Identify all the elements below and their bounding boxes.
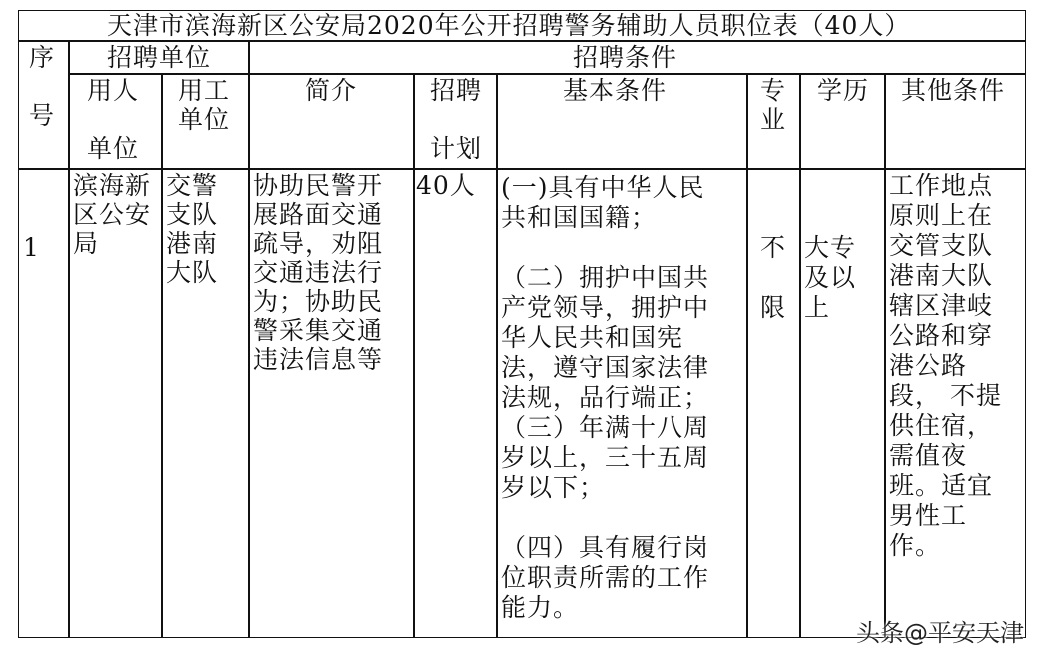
header-seq-label: 序 号 xyxy=(29,43,56,130)
header-recruit-conditions xyxy=(248,40,1026,75)
header-seq xyxy=(18,40,70,170)
row-other-cell xyxy=(884,168,1026,638)
row-other: 工作地点 原则上在 交管支队 港南大队 辖区津岐 公路和穿 港公路 段， 不提 供住宿， 需值夜 班。适宜 男性工 作。 xyxy=(889,171,1002,560)
row-basic: (一)具有中华人民 共和国国籍； （二）拥护中国共 产党领导，拥护中 华人民共和国宪 法，遵守国家法律 法规，品行端正； （三）年满十八周 岁以上，三十五周 岁以下； （四）具有履行岗 位职责所需的工作 能力。 xyxy=(501,173,710,622)
header-employer xyxy=(68,73,163,170)
row-seq-cell xyxy=(18,168,70,638)
header-intro xyxy=(248,73,415,170)
header-employer-label: 用人 单位 xyxy=(87,76,140,163)
header-basic xyxy=(496,73,748,170)
row-intro-cell xyxy=(248,168,415,638)
header-major xyxy=(746,73,801,170)
header-work-unit xyxy=(161,73,250,170)
row-major-cell xyxy=(746,168,801,638)
watermark xyxy=(856,613,1024,648)
row-employer: 滨海新 区公安 局 xyxy=(73,171,152,258)
table-title: 天津市滨海新区公安局2020年公开招聘警务辅助人员职位表（40人） xyxy=(107,11,911,40)
row-work-unit: 交警 支队 港南 大队 xyxy=(166,171,219,287)
header-intro-label: 简介 xyxy=(305,76,358,105)
header-other xyxy=(884,73,1026,170)
row-intro: 协助民警开 展路面交通 疏导，劝阻 交通违法行 为；协助民 警采集交通 违法信息等 xyxy=(253,171,384,374)
header-education-label: 学历 xyxy=(817,76,870,105)
watermark-account: @平安天津 xyxy=(904,619,1024,647)
row-plan: 40人 xyxy=(416,171,476,200)
row-basic-cell xyxy=(496,168,748,638)
row-education-cell xyxy=(799,168,886,638)
header-basic-label: 基本条件 xyxy=(563,76,668,105)
header-recruit-unit-label: 招聘单位 xyxy=(107,43,212,72)
row-employer-cell xyxy=(68,168,163,638)
row-plan-cell xyxy=(413,168,498,638)
header-other-label: 其他条件 xyxy=(901,76,1006,105)
row-major: 不 限 xyxy=(760,233,787,322)
header-major-label: 专 业 xyxy=(760,76,787,134)
row-seq: 1 xyxy=(23,233,40,262)
header-plan xyxy=(413,73,498,170)
row-education: 大专 及以 上 xyxy=(804,233,857,322)
header-education xyxy=(799,73,886,170)
header-recruit-unit xyxy=(68,40,250,75)
row-work-unit-cell xyxy=(161,168,250,638)
watermark-prefix: 头条 xyxy=(856,619,904,647)
recruitment-table xyxy=(18,10,1026,638)
title-cell xyxy=(18,10,1026,42)
header-work-unit-label: 用工 单位 xyxy=(178,76,231,134)
header-plan-label: 招聘 计划 xyxy=(430,76,483,163)
header-recruit-conditions-label: 招聘条件 xyxy=(573,43,678,72)
